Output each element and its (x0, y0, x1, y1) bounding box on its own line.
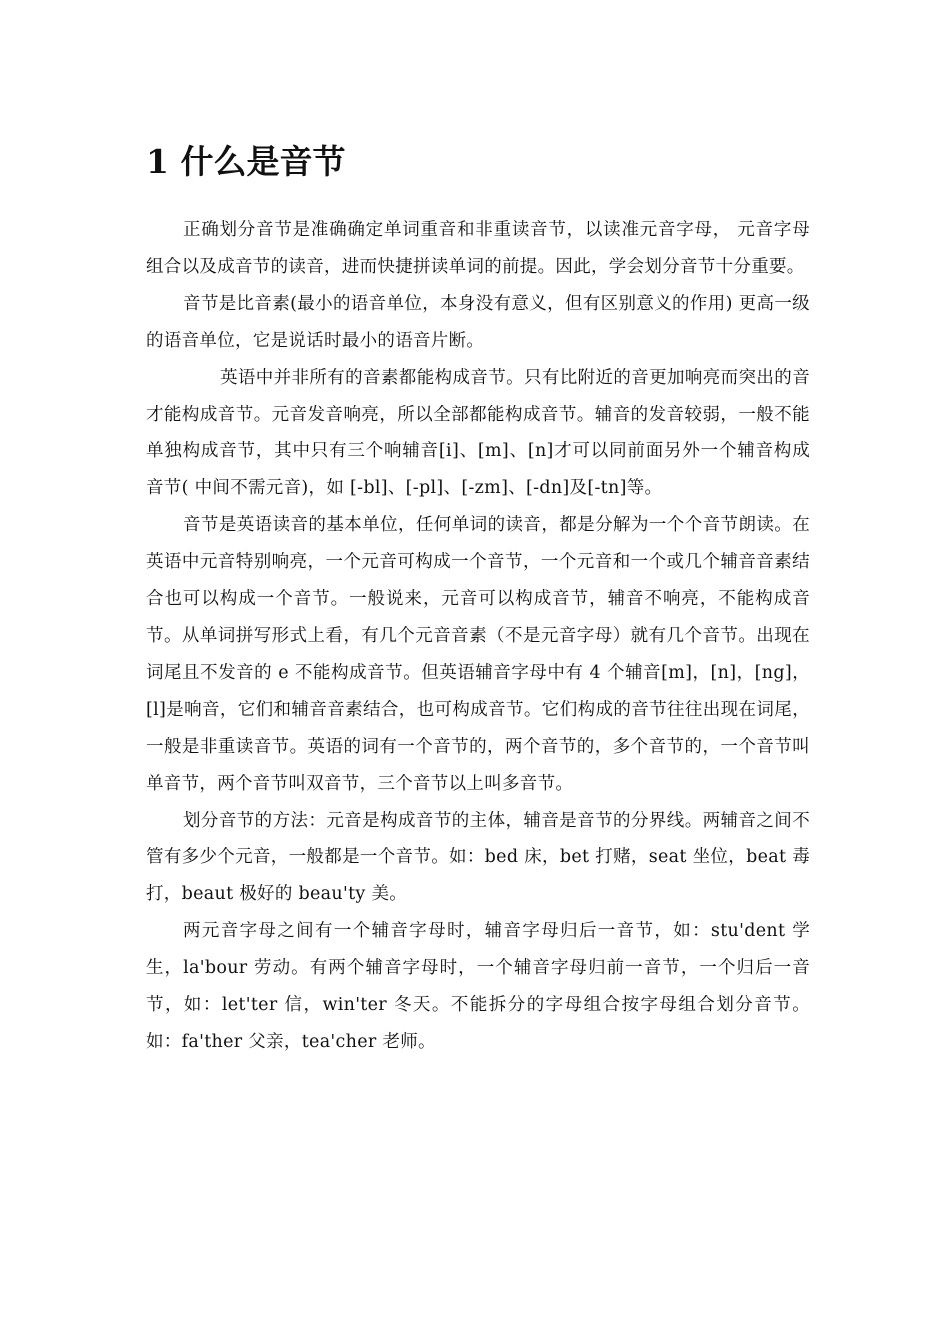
paragraph-2: 音节是比音素(最小的语音单位，本身没有意义，但有区别意义的作用) 更高一级的语音单位，它是说话时最小的语音片断。 (146, 293, 810, 351)
paragraph-5: 划分音节的方法：元音是构成音节的主体，辅音是音节的分界线。两辅音之间不管有多少个元音，一般都是一个音节。如：bed 床，bet 打赌，seat 坐位，beat 毒打，beaut 极好的 beau'ty 美。 (146, 810, 810, 905)
paragraph-3: 英语中并非所有的音素都能构成音节。只有比附近的音更加响亮而突出的音才能构成音节。元音发音响亮，所以全部都能构成音节。辅音的发音较弱，一般不能单独构成音节，其中只有三个响辅音[i]、[m]、[n]才可以同前面另外一个辅音构成音节( 中间不需元音)，如 [-bl]、[-pl]、[-zm]、[-dn]及[-tn]等。 (146, 367, 810, 499)
paragraph-4: 音节是英语读音的基本单位，任何单词的读音，都是分解为一个个音节朗读。在英语中元音特别响亮，一个元音可构成一个音节，一个元音和一个或几个辅音音素结合也可以构成一个音节。一般说来，元音可以构成音节，辅音不响亮，不能构成音节。从单词拼写形式上看，有几个元音音素（不是元音字母）就有几个音节。出现在词尾且不发音的 e 不能构成音节。但英语辅音字母中有 4 个辅音[m]，[n]，[ng]，[l]是响音，它们和辅音音素结合，也可构成音节。它们构成的音节往往出现在词尾，一般是非重读音节。英语的词有一个音节的，两个音节的，多个音节的，一个音节叫单音节，两个音节叫双音节，三个音节以上叫多音节。 (146, 515, 810, 794)
paragraph-6: 两元音字母之间有一个辅音字母时，辅音字母归后一音节，如：stu'dent 学生，la'bour 劳动。有两个辅音字母时，一个辅音字母归前一音节，一个归后一音节，如：let'ter 信，win'ter 冬天。不能拆分的字母组合按字母组合划分音节。如：fa'ther 父亲，tea'cher 老师。 (146, 921, 810, 1052)
document-body (146, 212, 810, 1061)
section-title: 1 什么是音节 (146, 142, 346, 181)
paragraph-1: 正确划分音节是准确确定单词重音和非重读音节，以读准元音字母， 元音字母组合以及成音节的读音，进而快捷拼读单词的前提。因此，学会划分音节十分重要。 (146, 220, 810, 277)
